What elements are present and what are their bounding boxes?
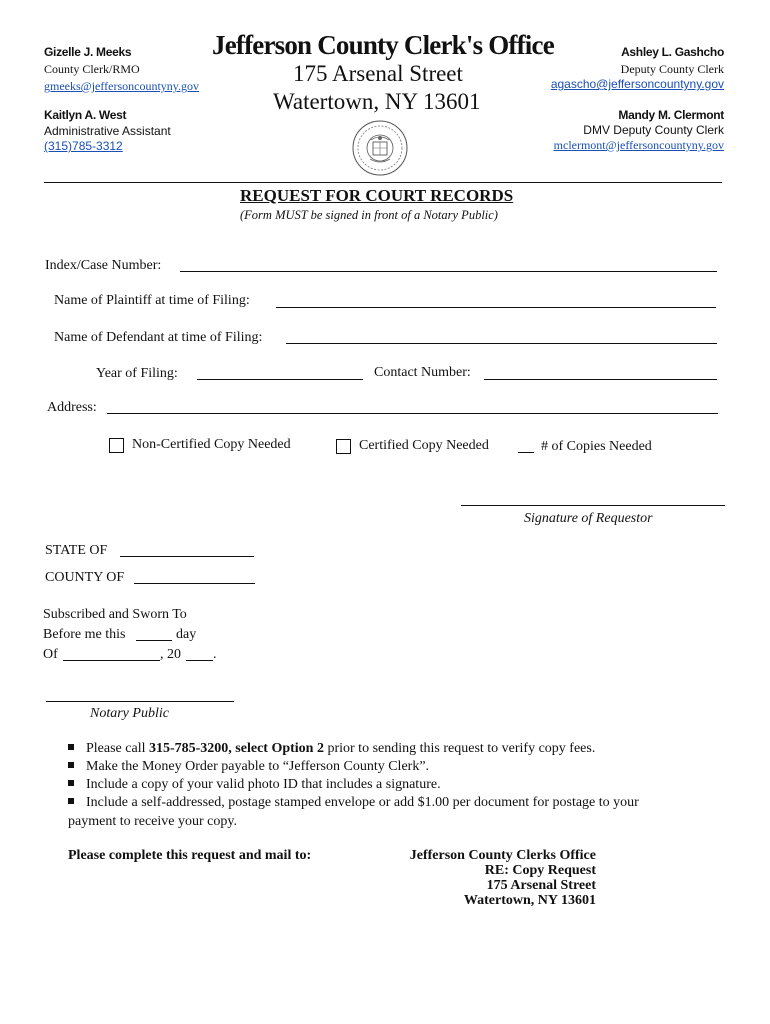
non-certified-label: Non-Certified Copy Needed [132, 437, 291, 452]
county-label: COUNTY OF [45, 570, 125, 585]
form-subtitle: (Form MUST be signed in front of a Notary Public) [240, 208, 498, 222]
certified-label: Certified Copy Needed [359, 438, 489, 453]
sworn-period: . [213, 647, 217, 662]
copies-count-input[interactable] [518, 452, 534, 453]
assistant-phone-link[interactable]: (315)785-3312 [44, 139, 123, 153]
dmv-deputy-role: DMV Deputy County Clerk [583, 123, 724, 137]
defendant-label: Name of Defendant at time of Filing: [54, 330, 263, 345]
instruction-item [68, 759, 429, 775]
contact-label: Contact Number: [374, 365, 471, 380]
index-case-label: Index/Case Number: [45, 258, 162, 273]
bullet-icon [68, 762, 74, 768]
copies-label: # of Copies Needed [541, 439, 652, 454]
dmv-deputy-name: Mandy M. Clermont [618, 108, 724, 122]
address-input[interactable] [107, 413, 718, 414]
instruction-text: Please call [86, 741, 149, 756]
address-label: Address: [47, 400, 97, 415]
mail-prompt: Please complete this request and mail to: [68, 848, 312, 863]
deputy-role: Deputy County Clerk [620, 62, 724, 76]
instruction-item [68, 795, 639, 811]
office-city: Watertown, NY 13601 [273, 89, 481, 114]
sworn-line-1: Subscribed and Sworn To [43, 607, 187, 622]
office-street: 175 Arsenal Street [293, 61, 463, 86]
form-title: REQUEST FOR COURT RECORDS [240, 186, 514, 205]
notary-label: Notary Public [90, 706, 169, 721]
mail-address-line-4: Watertown, NY 13601 [463, 893, 596, 908]
clerk-role: County Clerk/RMO [44, 62, 140, 76]
contact-input[interactable] [484, 379, 717, 380]
defendant-input[interactable] [286, 343, 717, 344]
signature-label: Signature of Requestor [524, 511, 653, 526]
mail-address-line-3: 175 Arsenal Street [486, 878, 596, 893]
certified-checkbox[interactable] [336, 439, 351, 454]
fee-phone-text: 315-785-3200, select Option 2 [148, 741, 324, 756]
sworn-year-input[interactable] [186, 660, 213, 661]
mail-address-line-2: RE: Copy Request [484, 863, 596, 878]
county-seal-icon [350, 119, 410, 177]
sworn-day-text: day [176, 627, 197, 642]
instruction-continuation: payment to receive your copy. [68, 814, 237, 829]
deputy-name: Ashley L. Gashcho [621, 45, 724, 59]
state-label: STATE OF [45, 543, 108, 558]
dmv-deputy-email-link[interactable]: mclermont@jeffersoncountyny.gov [553, 138, 724, 152]
instruction-text: Make the Money Order payable to “Jefferson County Clerk”. [86, 759, 430, 774]
office-title: Jefferson County Clerk's Office [212, 30, 554, 60]
state-input[interactable] [120, 556, 254, 557]
county-input[interactable] [134, 583, 255, 584]
deputy-email-link[interactable]: agascho@jeffersoncountyny.gov [550, 77, 724, 91]
instruction-text: Include a self-addressed, postage stamped envelope or add $1.00 per document for postage to your [86, 795, 639, 810]
index-case-input[interactable] [180, 271, 717, 272]
instruction-item [68, 777, 441, 793]
year-input[interactable] [197, 379, 363, 380]
header-divider [44, 182, 722, 183]
clerk-email-link[interactable]: gmeeks@jeffersoncountyny.gov [44, 79, 200, 93]
plaintiff-input[interactable] [276, 307, 716, 308]
instruction-text: prior to sending this request to verify copy fees. [323, 741, 596, 756]
assistant-role: Administrative Assistant [44, 124, 171, 138]
bullet-icon [68, 780, 74, 786]
plaintiff-label: Name of Plaintiff at time of Filing: [54, 293, 250, 308]
non-certified-checkbox[interactable] [109, 438, 124, 453]
year-label: Year of Filing: [96, 366, 178, 381]
bullet-icon [68, 798, 74, 804]
assistant-name: Kaitlyn A. West [44, 108, 127, 122]
instruction-item [68, 741, 595, 757]
signature-line[interactable] [461, 505, 725, 506]
sworn-of-text: Of [43, 647, 58, 662]
sworn-day-input[interactable] [136, 640, 172, 641]
clerk-name: Gizelle J. Meeks [44, 45, 132, 59]
mail-address-line-1: Jefferson County Clerks Office [409, 848, 596, 863]
sworn-month-input[interactable] [63, 660, 160, 661]
instruction-text: Include a copy of your valid photo ID that includes a signature. [86, 777, 441, 792]
sworn-before-text: Before me this [43, 627, 126, 642]
notary-signature-line[interactable] [46, 701, 234, 702]
sworn-year-prefix: , 20 [160, 647, 181, 662]
bullet-icon [68, 744, 74, 750]
